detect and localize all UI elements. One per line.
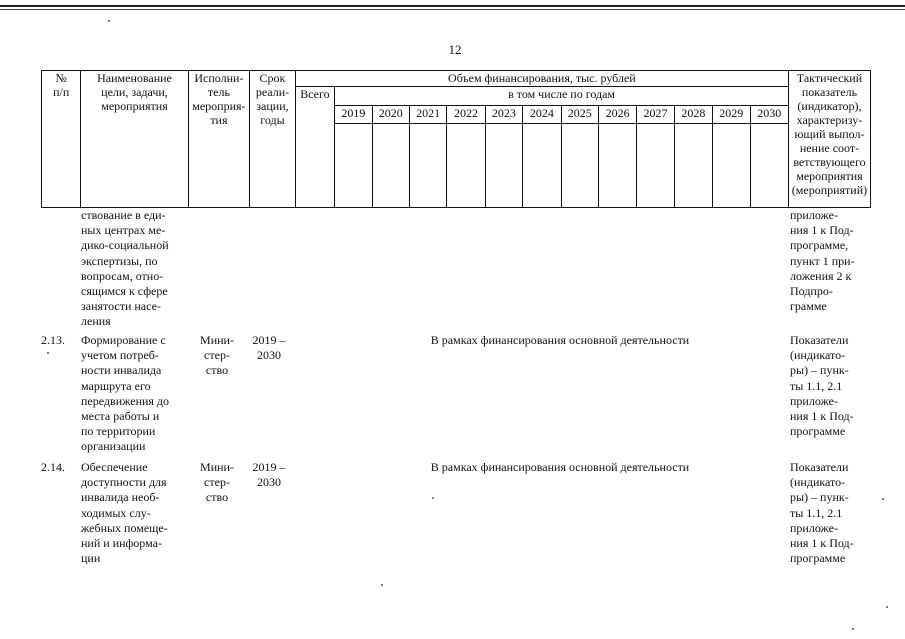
year-cell: 2030 <box>750 106 788 124</box>
header-num: № п/п <box>42 71 81 208</box>
year-body-cell <box>409 124 446 208</box>
header-executor: Исполни- тель мероприя- тия <box>188 71 250 208</box>
scan-speck <box>852 628 854 630</box>
row-name: Обеспечение доступности для инвалида необ- ходимых слу- жебных помеще- ний и информа- ции <box>81 460 168 566</box>
header-by-years: в том числе по годам <box>335 87 789 106</box>
year-body-cell <box>598 124 636 208</box>
year-body-cell <box>447 124 485 208</box>
year-cell: 2026 <box>598 106 636 124</box>
year-body-cell <box>372 124 409 208</box>
top-rule <box>0 5 905 7</box>
scan-speck <box>381 584 383 586</box>
row-name: Формирование с учетом потреб- ности инвалида маршрута его передвижения до места работы и по территории организации <box>81 333 170 454</box>
year-body-cell <box>485 124 522 208</box>
row-term: 2019 – 2030 <box>252 460 286 490</box>
row-indicator: Показатели (индикато- ры) – пунк- ты 1.1, 2.1 приложе- ния 1 к Под- программе <box>790 333 854 439</box>
header-name: Наименование цели, задачи, мероприятия <box>81 71 188 208</box>
scan-speck <box>108 20 110 22</box>
top-rule-thin <box>0 9 905 10</box>
year-cell: 2027 <box>637 106 674 124</box>
row-financing: В рамках финансирования основной деятельности <box>430 333 690 347</box>
year-body-cell <box>713 124 750 208</box>
row-number: 2.13. <box>41 333 65 347</box>
row-executor: Мини- стер- ство <box>200 460 234 505</box>
row-financing: В рамках финансирования основной деятельности <box>430 460 690 474</box>
year-cell: 2022 <box>447 106 485 124</box>
year-cell: 2019 <box>335 106 372 124</box>
scan-speck <box>432 497 434 499</box>
continuation-indicator: приложе- ния 1 к Под- программе, пункт 1 при- ложения 2 к Подпро- грамме <box>790 208 855 314</box>
year-cell: 2028 <box>674 106 712 124</box>
year-body-cell <box>637 124 674 208</box>
scan-speck <box>882 498 884 500</box>
year-cell: 2021 <box>409 106 446 124</box>
row-term: 2019 – 2030 <box>252 333 286 363</box>
year-body-cell <box>523 124 561 208</box>
year-cell: 2029 <box>713 106 750 124</box>
header-term: Срок реали- зации, годы <box>250 71 295 208</box>
scan-speck <box>47 352 49 354</box>
header-financing: Объем финансирования, тыс. рублей <box>295 71 788 87</box>
year-body-cell <box>750 124 788 208</box>
year-body-cell <box>674 124 712 208</box>
year-cell: 2025 <box>561 106 598 124</box>
row-executor: Мини- стер- ство <box>200 333 234 378</box>
header-indicator: Тактический показатель (индикатор), характеризу- ющий выпол- нение соот- ветствующего мероприятия (мероприятий) <box>788 71 870 208</box>
year-body-cell <box>561 124 598 208</box>
table-header <box>41 70 871 208</box>
year-body-cell <box>335 124 372 208</box>
year-cell: 2020 <box>372 106 409 124</box>
scan-speck <box>886 606 888 608</box>
row-number: 2.14. <box>41 460 65 474</box>
year-cell: 2024 <box>523 106 561 124</box>
row-indicator: Показатели (индикато- ры) – пунк- ты 1.1, 2.1 приложе- ния 1 к Под- программе <box>790 460 854 566</box>
page-number: 12 <box>448 42 462 57</box>
header-total: Всего <box>295 87 334 208</box>
year-cell: 2023 <box>485 106 522 124</box>
continuation-name: ствование в еди- ных центрах ме- дико-социальной экспертизы, по вопросам, отно- сящимся к сфере занятости насе- ления <box>81 208 169 329</box>
